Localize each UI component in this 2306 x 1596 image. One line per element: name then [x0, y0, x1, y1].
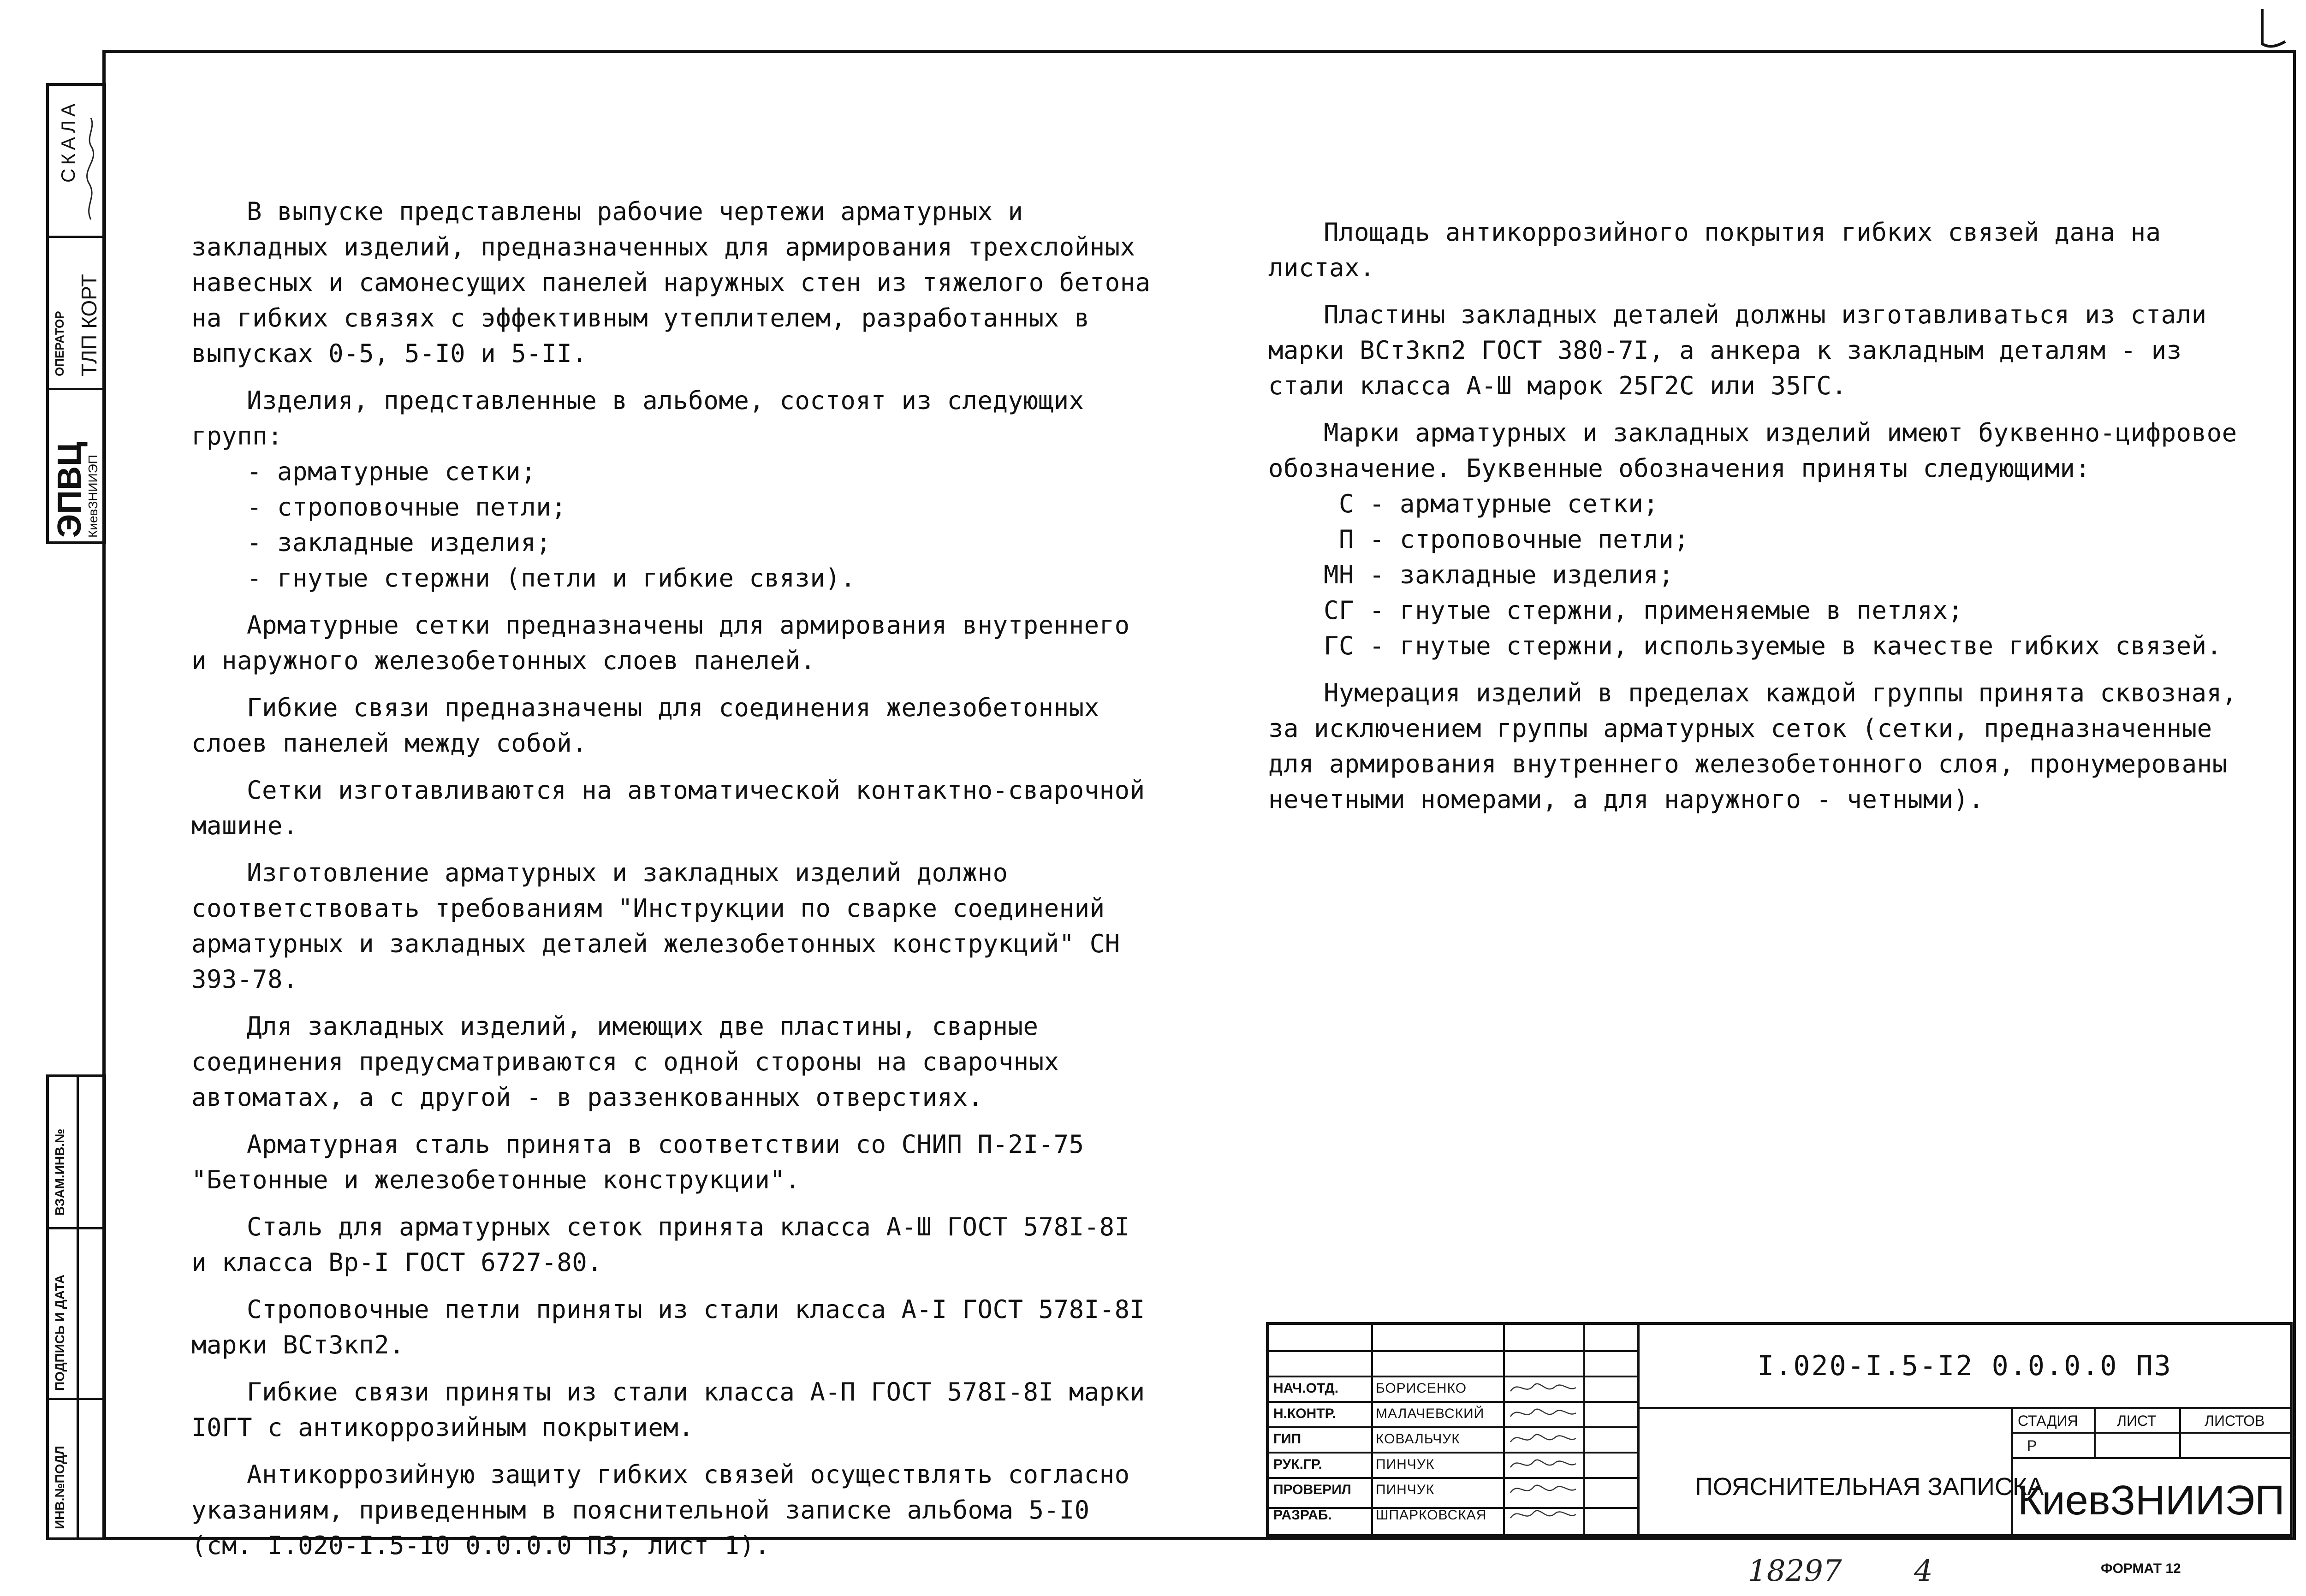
- paragraph: Сталь для арматурных сеток принята класса А-Ш ГОСТ 578I-8I и класса Вр-I ГОСТ 6727-80.: [191, 1212, 1130, 1277]
- scale-signature: [79, 113, 102, 229]
- sheet-handwritten: 4: [1914, 1554, 1933, 1588]
- grid-line: [1269, 1426, 1637, 1428]
- sign-date-cell: [49, 1229, 103, 1400]
- paragraph: Арматурные сетки предназначены для армирования внутреннего и наружного железобетонных слоев панелей.: [191, 611, 1130, 675]
- role-label: РАЗРАБ.: [1273, 1507, 1332, 1523]
- signature: [1507, 1428, 1581, 1449]
- paragraph: Площадь антикоррозийного покрытия гибких связей дана на листах.: [1268, 218, 2161, 282]
- mark-item: С - арматурные сетки;: [1324, 489, 1659, 518]
- grid-line: [1269, 1452, 1637, 1454]
- paragraph: Гибкие связи предназначены для соединения железобетонных слоев панелей между собой.: [191, 693, 1100, 758]
- corner-mark: [2258, 9, 2290, 49]
- right-text-column: [1268, 203, 2246, 817]
- signature: [1507, 1504, 1581, 1525]
- left-text-column: [191, 182, 1151, 1563]
- grid-line: [1640, 1407, 2290, 1409]
- person-name: ШПАРКОВСКАЯ: [1376, 1507, 1487, 1523]
- grid-line: [2094, 1407, 2096, 1459]
- paragraph: Арматурная сталь принята в соответствии со СНИП П-2I-75 "Бетонные и железобетонные конструкции".: [191, 1130, 1084, 1194]
- paragraph: В выпуске представлены рабочие чертежи арматурных и закладных изделий, предназначенных для армирования трехслойных навесных и самонесущих панелей наружных стен из тяжелого бетона на гибких связях с эффективным утеплителем, разработанных в выпусках 0-5, 5-I0 и 5-II.: [191, 197, 1151, 368]
- mark-item: СГ - гнутые стержни, применяемые в петлях;: [1324, 596, 1963, 625]
- mark-item: ГС - гнутые стержни, используемые в качестве гибких связей.: [1324, 631, 2222, 660]
- grid-line: [1371, 1325, 1373, 1534]
- grid-line: [1583, 1325, 1585, 1534]
- grid-line: [2179, 1407, 2181, 1459]
- grid-line: [1269, 1477, 1637, 1479]
- grid-line: [2011, 1407, 2013, 1537]
- paragraph: Изготовление арматурных и закладных изделий должно соответствовать требованиям "Инструкции по сварке соединений арматурных и закладных деталей железобетонных конструкций" СН 393-78.: [191, 858, 1120, 994]
- role-label: ПРОВЕРИЛ: [1273, 1482, 1351, 1497]
- doc-name: ПОЯСНИТЕЛЬНАЯ ЗАПИСКА: [1695, 1473, 2044, 1501]
- stage-label: СТАДИЯ: [2018, 1412, 2078, 1429]
- format-label: ФОРМАТ 12: [2101, 1561, 2181, 1576]
- signature-table: [1266, 1322, 1640, 1537]
- list-item: - арматурные сетки;: [247, 457, 536, 486]
- role-label: Н.КОНТР.: [1273, 1406, 1336, 1421]
- paragraph: Гибкие связи приняты из стали класса А-П ГОСТ 578I-8I марки I0ГТ с антикоррозийным покрытием.: [191, 1377, 1145, 1442]
- sheets-label: ЛИСТОВ: [2205, 1412, 2265, 1429]
- paragraph: Марки арматурных и закладных изделий имеют буквенно-цифровое обозначение. Буквенные обозначения приняты следующими:: [1268, 418, 2237, 483]
- sign-date-label: ПОДПИСЬ И ДАТА: [53, 1274, 67, 1391]
- side-stamp-top: [46, 83, 106, 544]
- role-label: ГИП: [1273, 1431, 1302, 1447]
- list-item: - гнутые стержни (петли и гибкие связи).: [247, 564, 856, 593]
- paragraph: Сетки изготавливаются на автоматической контактно-сварочной машине.: [191, 776, 1145, 840]
- paragraph: Изделия, представленные в альбоме, состоят из следующих групп:: [191, 386, 1084, 451]
- side-stamp-bottom: [46, 1074, 106, 1540]
- replace-inv-label: ВЗАМ.ИНВ.№: [53, 1128, 67, 1216]
- inv-orig-cell: [49, 1400, 103, 1537]
- org-cell: [49, 390, 103, 544]
- signature: [1507, 1403, 1581, 1424]
- mark-item: МН - закладные изделия;: [1324, 560, 1674, 589]
- paragraph: Пластины закладных деталей должны изготавливаться из стали марки ВСт3кп2 ГОСТ 380-7I, а анкера к закладным деталям - из стали класса А-Ш марок 25Г2С или 35ГС.: [1268, 300, 2207, 400]
- list-item: - закладные изделия;: [247, 528, 552, 557]
- person-name: КОВАЛЬЧУК: [1376, 1431, 1460, 1447]
- sheet-label: ЛИСТ: [2117, 1412, 2157, 1429]
- paragraph: Антикоррозийную защиту гибких связей осуществлять согласно указаниям, приведенным в пояснительной записке альбома 5-I0 (см. I.020-I.5-I0 0.0.0.0 ПЗ, лист 1).: [191, 1460, 1130, 1560]
- org-big-label: ЭПВЦ: [51, 442, 88, 538]
- grid-line: [1269, 1376, 1637, 1377]
- org-small-label: КиевЗНИИЭП: [86, 454, 100, 538]
- grid-line: [1269, 1401, 1637, 1403]
- person-name: ПИНЧУК: [1376, 1482, 1435, 1497]
- paragraph: Строповочные петли приняты из стали класса А-I ГОСТ 578I-8I марки ВСт3кп2.: [191, 1295, 1145, 1359]
- operator-cell: [49, 238, 103, 390]
- role-label: РУК.ГР.: [1273, 1457, 1322, 1472]
- person-name: МАЛАЧЕВСКИЙ: [1376, 1406, 1485, 1421]
- grid-line: [2011, 1457, 2290, 1459]
- dept-label: ТЛП КОРТ: [77, 274, 101, 376]
- grid-line: [1269, 1350, 1637, 1352]
- inv-orig-label: ИНВ.№ПОДЛ: [53, 1446, 67, 1529]
- doc-code: I.020-I.5-I2 0.0.0.0 ПЗ: [1757, 1350, 2172, 1382]
- scale-cell: [49, 86, 103, 238]
- grid-line: [1503, 1325, 1505, 1534]
- paragraph: Нумерация изделий в пределах каждой группы принята сквозная, за исключением группы арматурных сеток (сетки, предназначенные для армирования внутреннего железобетонного слоя, пронумерованы нечетными номерами, а для наружного - четными).: [1268, 678, 2237, 814]
- role-label: НАЧ.ОТД.: [1273, 1381, 1339, 1396]
- replace-inv-cell: [49, 1077, 103, 1229]
- scale-label: СКАЛА: [57, 100, 79, 183]
- stage-value: Р: [2027, 1437, 2037, 1454]
- archive-number: 18297: [1748, 1554, 1842, 1588]
- org-name: КиевЗНИИЭП: [2018, 1477, 2285, 1524]
- person-name: ПИНЧУК: [1376, 1457, 1435, 1472]
- operator-label: ОПЕРАТОР: [53, 311, 66, 376]
- signature: [1507, 1479, 1581, 1500]
- paragraph: Для закладных изделий, имеющих две пластины, сварные соединения предусматриваются с одной стороны на сварочных автоматах, а с другой - в раззенкованных отверстиях.: [191, 1012, 1059, 1112]
- signature: [1507, 1454, 1581, 1474]
- title-block-right: [1640, 1322, 2293, 1537]
- signature: [1507, 1377, 1581, 1398]
- person-name: БОРИСЕНКО: [1376, 1381, 1467, 1396]
- title-block: [1266, 1322, 2293, 1537]
- mark-item: П - строповочные петли;: [1324, 525, 1689, 554]
- list-item: - строповочные петли;: [247, 492, 567, 522]
- grid-line: [2011, 1432, 2290, 1434]
